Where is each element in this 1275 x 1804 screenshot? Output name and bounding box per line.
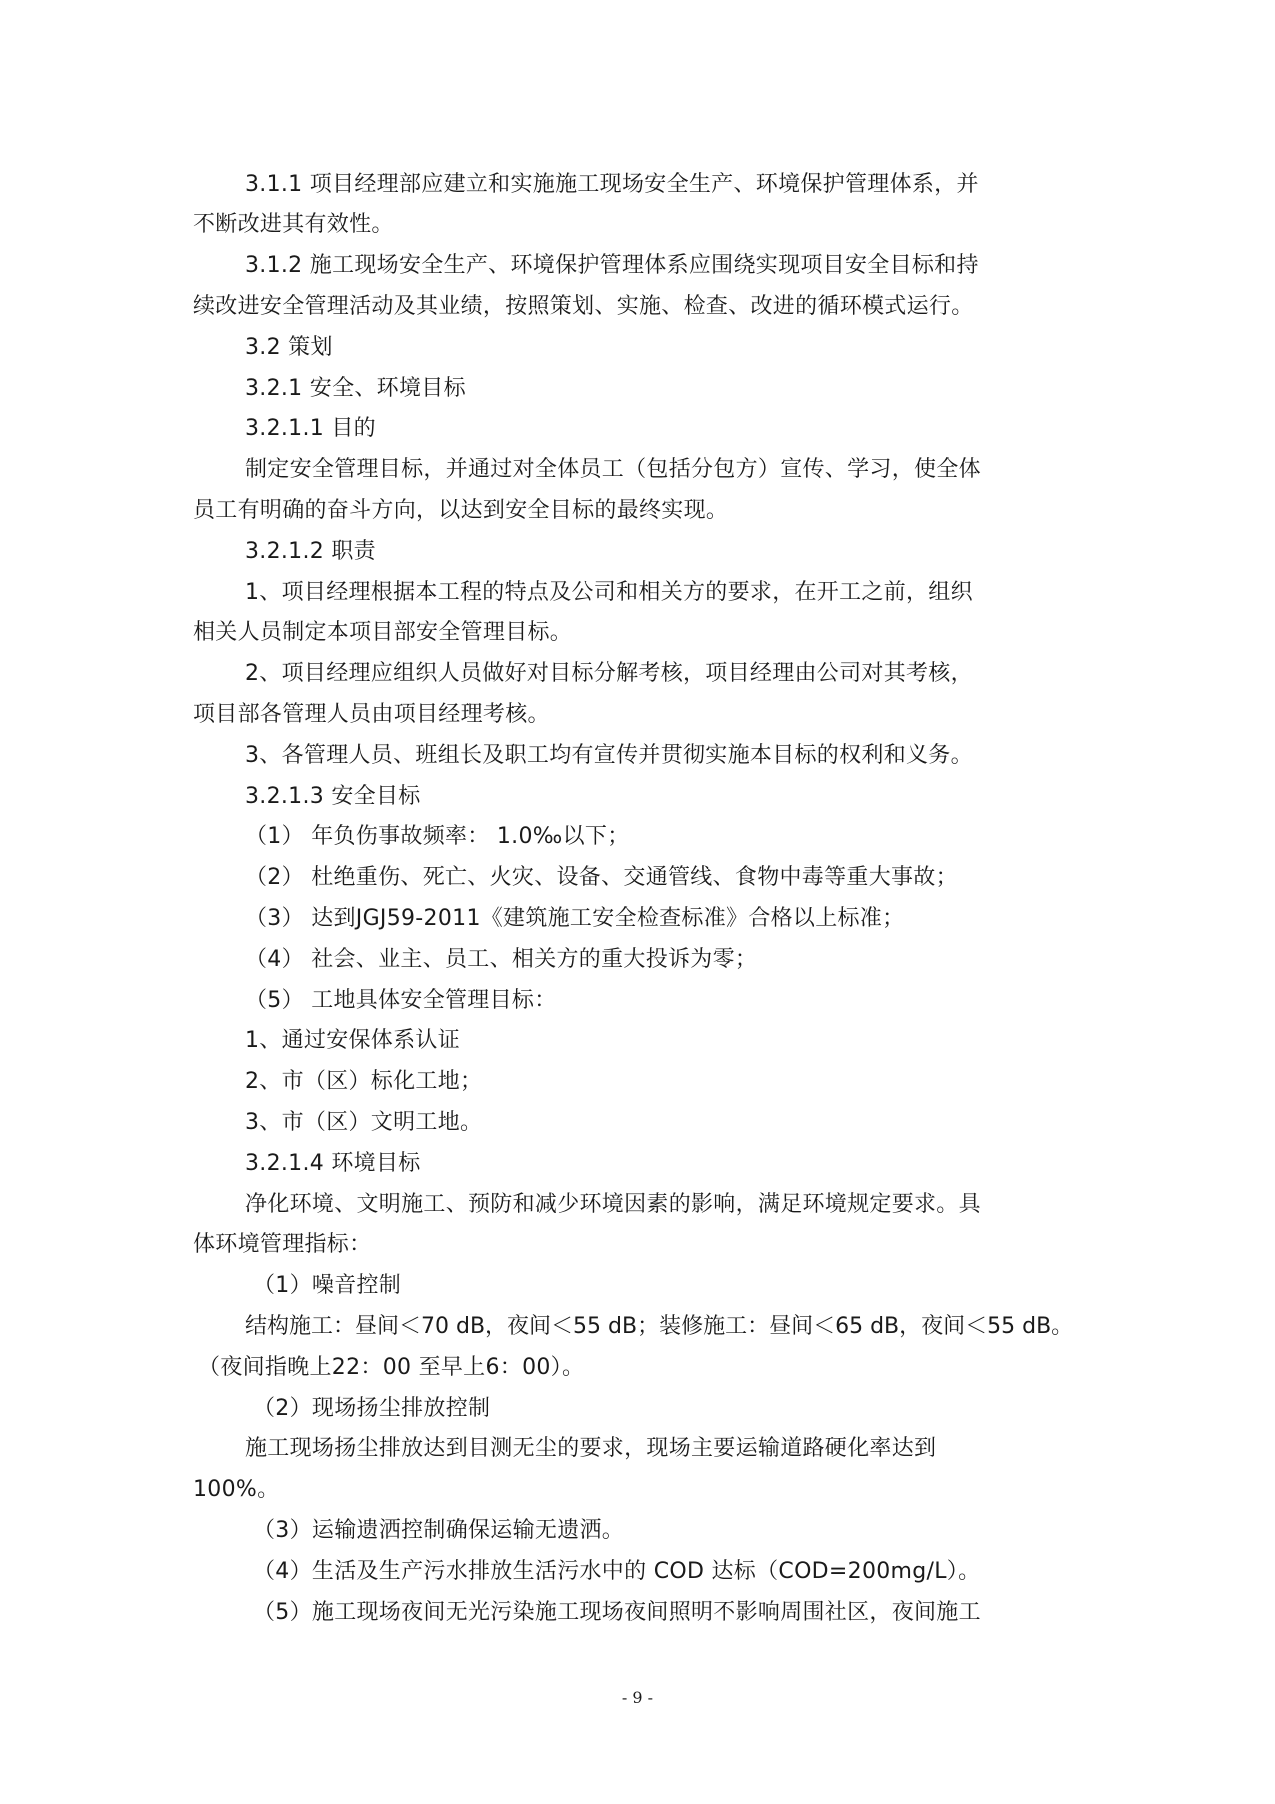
section-heading: 3.2 策划 — [245, 335, 333, 360]
paragraph-line: 2、项目经理应组织人员做好对目标分解考核，项目经理由公司对其考核， — [245, 661, 973, 686]
list-item: （5） 工地具体安全管理目标： — [245, 988, 557, 1013]
list-item: 1、通过安保体系认证 — [245, 1028, 460, 1053]
paragraph-line: 100%。 — [193, 1477, 280, 1502]
section-heading: 3.2.1.2 职责 — [245, 539, 376, 564]
paragraph-line: 体环境管理指标： — [193, 1232, 372, 1257]
paragraph-line: 3、各管理人员、班组长及职工均有宣传并贯彻实施本目标的权利和义务。 — [245, 743, 973, 768]
section-heading: 3.2.1.4 环境目标 — [245, 1151, 421, 1176]
list-item: （1）噪音控制 — [253, 1273, 402, 1298]
paragraph-line: 项目部各管理人员由项目经理考核。 — [193, 702, 550, 727]
paragraph-line: 相关人员制定本项目部安全管理目标。 — [193, 620, 573, 645]
paragraph-line: 续改进安全管理活动及其业绩，按照策划、实施、检查、改进的循环模式运行。 — [193, 294, 974, 319]
list-item: （3） 达到JGJ59-2011《建筑施工安全检查标准》合格以上标准； — [245, 906, 905, 931]
paragraph-line: 施工现场扬尘排放达到目测无尘的要求，现场主要运输道路硬化率达到 — [245, 1436, 937, 1461]
list-item: （2）现场扬尘排放控制 — [253, 1396, 491, 1421]
paragraph-line: 1、项目经理根据本工程的特点及公司和相关方的要求，在开工之前，组织 — [245, 580, 973, 605]
list-item: （4）生活及生产污水排放生活污水中的 COD 达标（COD=200mg/L）。 — [253, 1559, 981, 1584]
paragraph-line: 不断改进其有效性。 — [193, 212, 394, 237]
list-item: （1） 年负伤事故频率： 1.0‰以下； — [245, 824, 630, 849]
list-item: （2） 杜绝重伤、死亡、火灾、设备、交通管线、食物中毒等重大事故； — [245, 865, 958, 890]
page-number: - 9 - — [621, 1688, 654, 1707]
paragraph-line: 制定安全管理目标，并通过对全体员工（包括分包方）宣传、学习，使全体 — [245, 457, 981, 482]
list-item: （4） 社会、业主、员工、相关方的重大投诉为零； — [245, 947, 758, 972]
list-item: （5）施工现场夜间无光污染施工现场夜间照明不影响周围社区，夜间施工 — [253, 1600, 981, 1625]
paragraph-line: 净化环境、文明施工、预防和减少环境因素的影响，满足环境规定要求。具 — [245, 1192, 981, 1217]
paragraph-line: 员工有明确的奋斗方向，以达到安全目标的最终实现。 — [193, 498, 729, 523]
section-heading: 3.2.1.3 安全目标 — [245, 784, 421, 809]
list-item: 2、市（区）标化工地； — [245, 1069, 483, 1094]
section-heading: 3.2.1 安全、环境目标 — [245, 376, 466, 401]
paragraph-line: （夜间指晚上22：00 至早上6：00）。 — [198, 1355, 585, 1380]
paragraph-line: 结构施工：昼间＜70 dB，夜间＜55 dB；装修施工：昼间＜65 dB，夜间＜55 dB。 — [245, 1314, 1074, 1339]
list-item: 3、市（区）文明工地。 — [245, 1110, 483, 1135]
section-heading: 3.2.1.1 目的 — [245, 416, 376, 441]
list-item: （3）运输遗洒控制确保运输无遗洒。 — [253, 1518, 625, 1543]
paragraph-line: 3.1.2 施工现场安全生产、环境保护管理体系应围绕实现项目安全目标和持 — [245, 253, 979, 278]
paragraph-line: 3.1.1 项目经理部应建立和实施施工现场安全生产、环境保护管理体系，并 — [245, 172, 979, 197]
